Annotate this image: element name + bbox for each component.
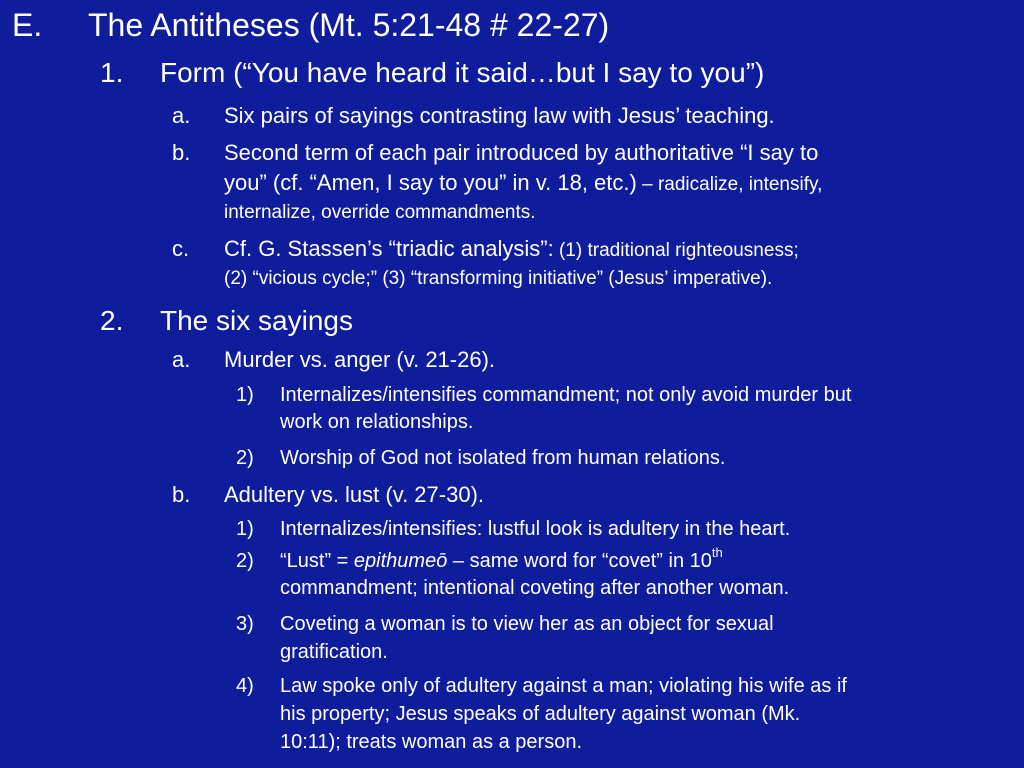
item-text: Adultery vs. lust (v. 27-30). (224, 482, 485, 507)
sub-marker: 2) (236, 447, 254, 469)
item-text: you” (cf. “Amen, I say to you” in v. 18, etc.) (224, 170, 637, 195)
item-marker: a. (172, 103, 191, 128)
sub-marker: 1) (236, 384, 254, 406)
item-text: Second term of each pair introduced by authoritative “I say to (224, 140, 819, 165)
sub-text: Internalizes/intensifies: lustful look is adultery in the heart. (280, 518, 791, 540)
slide-title: The Antitheses (Mt. 5:21-48 # 22-27) (88, 7, 610, 43)
item-marker: b. (172, 140, 191, 165)
greek-term: epithumeō (353, 550, 448, 572)
sub-text-pre: “Lust” = (280, 550, 354, 572)
title-marker: E. (12, 7, 43, 43)
section-heading: Form (“You have heard it said…but I say to you”) (160, 57, 765, 88)
item-marker: b. (172, 482, 191, 507)
section-marker: 1. (100, 57, 124, 88)
item-small-text: internalize, override commandments. (224, 202, 536, 223)
sub-text: gratification. (280, 641, 388, 663)
item-tail-text: – radicalize, intensify, (636, 174, 823, 195)
item-text: Murder vs. anger (v. 21-26). (224, 347, 496, 372)
sub-marker: 3) (236, 613, 254, 635)
section-marker: 2. (100, 305, 124, 336)
sub-marker: 2) (236, 550, 254, 572)
sub-text: Coveting a woman is to view her as an object for sexual (280, 613, 774, 635)
item-text-cont (224, 170, 822, 198)
sub-text-row (280, 545, 723, 573)
sub-text: commandment; intentional coveting after another woman. (280, 577, 790, 599)
item-marker: c. (172, 236, 190, 261)
sub-text-post: – same word for “covet” in 10 (447, 550, 712, 572)
sub-marker: 4) (236, 675, 254, 697)
ordinal-suffix: th (711, 545, 723, 561)
item-text: Six pairs of sayings contrasting law with Jesus’ teaching. (224, 103, 775, 128)
item-small-text: (2) “vicious cycle;” (3) “transforming initiative” (Jesus’ imperative). (224, 268, 773, 289)
item-text: Cf. G. Stassen’s “triadic analysis”: (224, 236, 554, 261)
sub-marker: 1) (236, 518, 254, 540)
sub-text: Internalizes/intensifies commandment; not only avoid murder but (280, 384, 852, 406)
sub-text: Law spoke only of adultery against a man; violating his wife as if (280, 675, 847, 697)
item-text-row (224, 236, 799, 264)
sub-text: his property; Jesus speaks of adultery against woman (Mk. (280, 703, 801, 725)
item-marker: a. (172, 347, 191, 372)
section-heading: The six sayings (160, 305, 353, 336)
sub-text: work on relationships. (280, 411, 474, 433)
item-tail-text: (1) traditional righteousness; (553, 240, 799, 261)
sub-text: Worship of God not isolated from human relations. (280, 447, 726, 469)
sub-text: 10:11); treats woman as a person. (280, 731, 583, 753)
